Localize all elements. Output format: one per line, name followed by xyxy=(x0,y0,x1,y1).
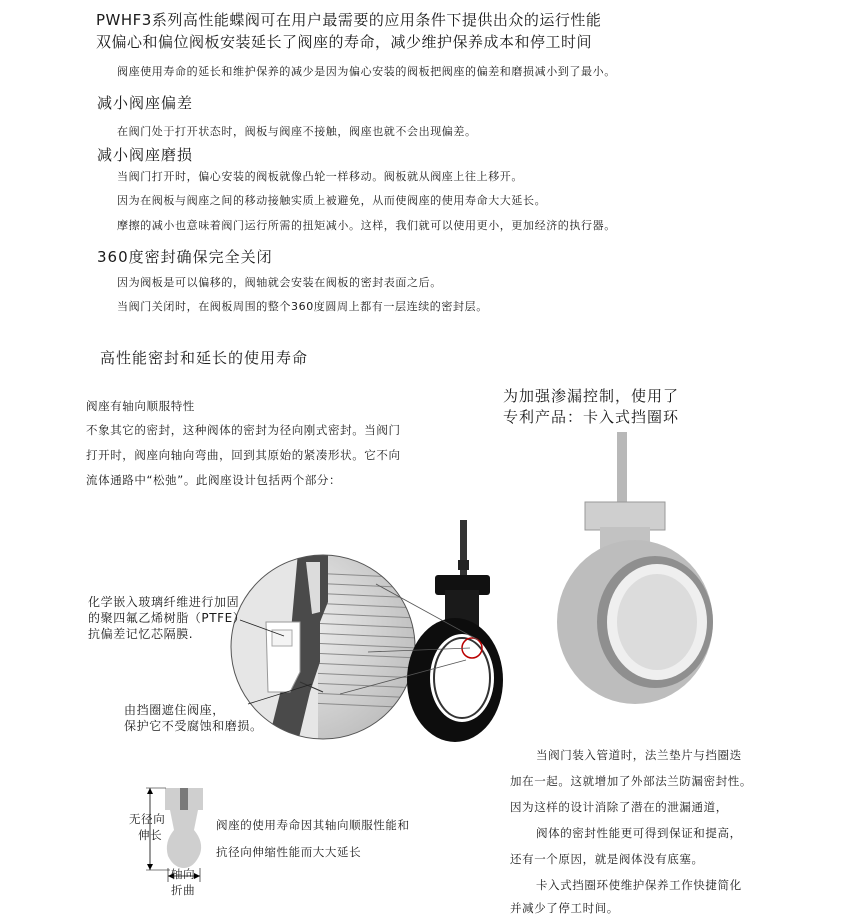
header-line-1: PWHF3系列高性能蝶阀可在用户最需要的应用条件下提供出众的运行性能 xyxy=(96,11,602,29)
bottom-right-line: 因为这样的设计消除了潜在的泄漏通道， xyxy=(510,800,728,814)
seat-diagram-desc: 抗径向伸缩性能而大大延长 xyxy=(216,845,362,859)
section-heading-deviation: 减小阀座偏差 xyxy=(97,94,194,112)
callout-retainer-line: 由挡圈遮住阀座， xyxy=(124,703,225,717)
axial-label: 轴向 xyxy=(171,867,196,881)
right-caption-line-1: 为加强渗漏控制，使用了 xyxy=(503,387,680,405)
left-block-line: 流体通路中“松弛”。此阀座设计包括两个部分： xyxy=(86,473,342,487)
seal-section-heading: 高性能密封和延长的使用寿命 xyxy=(100,349,309,367)
section-paragraph: 因为阀板是可以偏移的，阀轴就会安装在阀板的密封表面之后。 xyxy=(117,276,442,289)
left-block-line: 不象其它的密封，这种阀体的密封为径向刚式密封。当阀门 xyxy=(86,423,401,437)
section-paragraph: 当阀门关闭时，在阀板周围的整个360度圆周上都有一层连续的密封层。 xyxy=(117,300,488,313)
seat-diagram-desc: 阀座的使用寿命因其轴向顺服性能和 xyxy=(216,818,410,832)
section-heading-360-seal: 360度密封确保完全关闭 xyxy=(97,248,273,266)
left-block-title: 阀座有轴向顺服特性 xyxy=(86,399,195,413)
callout-ptfe-line: 的聚四氟乙烯树脂（PTFE） xyxy=(88,611,246,625)
radial-label: 无径向 xyxy=(129,812,166,826)
intro-text: 阀座使用寿命的延长和维护保养的减少是因为偏心安装的阀板把阀座的偏差和磨损减小到了最小。 xyxy=(117,65,616,78)
radial-label: 伸长 xyxy=(138,828,163,842)
axial-label: 折曲 xyxy=(171,883,196,897)
callout-ptfe-line: 抗偏差记忆芯隔膜. xyxy=(88,627,194,641)
right-caption-line-2: 专利产品：卡入式挡圈环 xyxy=(503,408,680,426)
bottom-right-line: 阀体的密封性能更可得到保证和提高， xyxy=(536,826,742,840)
bottom-right-line: 还有一个原因，就是阀体没有底塞。 xyxy=(510,852,704,866)
header-line-2: 双偏心和偏位阀板安装延长了阀座的寿命，减少维护保养成本和停工时间 xyxy=(96,33,593,51)
section-paragraph: 摩擦的减小也意味着阀门运行所需的扭矩减小。这样，我们就可以使用更小，更加经济的执行器。 xyxy=(117,219,616,232)
callout-ptfe-line: 化学嵌入玻璃纤维进行加固 xyxy=(88,595,240,609)
section-heading-wear: 减小阀座磨损 xyxy=(97,146,194,164)
bottom-right-line: 加在一起。这就增加了外部法兰防漏密封性。 xyxy=(510,774,752,788)
section-paragraph: 当阀门打开时，偏心安装的阀板就像凸轮一样移动。阀板就从阀座上往上移开。 xyxy=(117,170,523,183)
callout-retainer-line: 保护它不受腐蚀和磨损。 xyxy=(124,719,263,733)
left-block-line: 打开时，阀座向轴向弯曲，回到其原始的紧凑形状。它不向 xyxy=(86,448,401,462)
section-paragraph: 因为在阀板与阀座之间的移动接触实质上被避免，从而使阀座的使用寿命大大延长。 xyxy=(117,194,547,207)
bottom-right-line: 当阀门装入管道时，法兰垫片与挡圈迭 xyxy=(536,748,742,762)
bottom-right-line: 并减少了停工时间。 xyxy=(510,901,619,915)
bottom-right-line: 卡入式挡圈环使维护保养工作快捷简化 xyxy=(536,878,742,892)
section-paragraph: 在阀门处于打开状态时，阀板与阀座不接触，阀座也就不会出现偏差。 xyxy=(117,125,477,138)
